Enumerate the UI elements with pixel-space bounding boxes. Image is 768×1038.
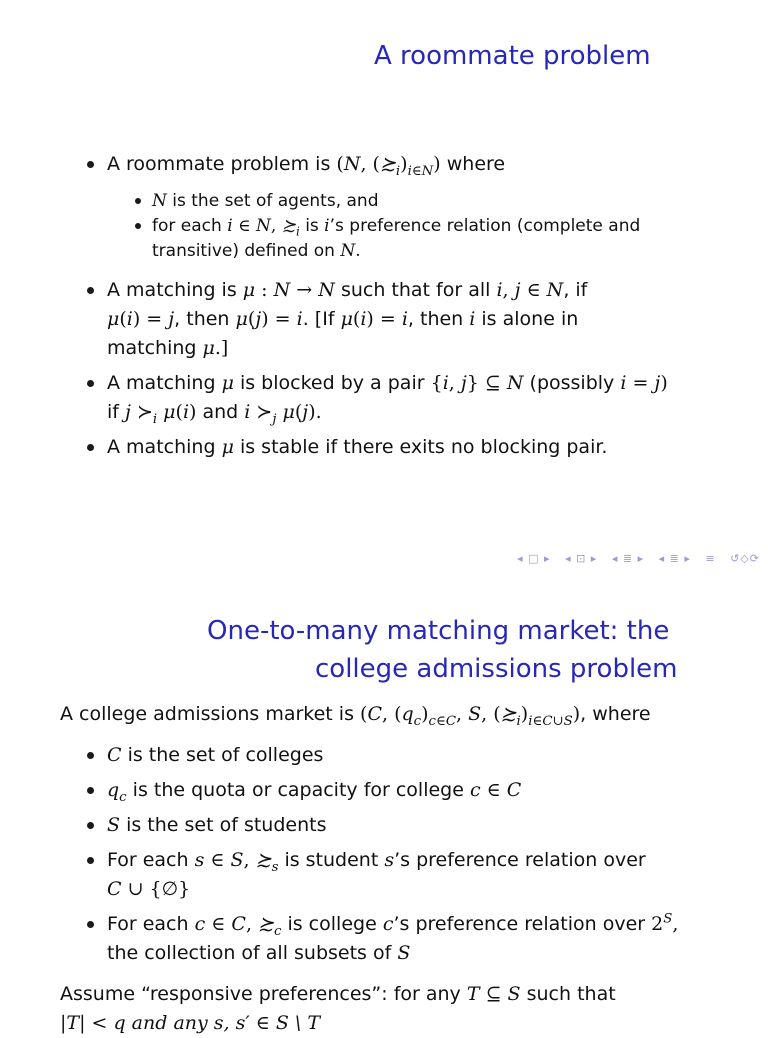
math-power-set: $2^S$, <box>651 911 679 935</box>
math-S: S <box>107 814 121 836</box>
bullet-text: is student <box>284 849 379 871</box>
assumption-text: such that <box>526 983 616 1005</box>
math-mu: μ <box>221 372 234 394</box>
bullet-students <box>107 811 326 840</box>
math-c-in-C: c ∈ C <box>469 779 522 801</box>
bullet-blocking-pair <box>107 369 668 398</box>
bullet-college-preference-line2 <box>107 939 410 968</box>
math-market-tuple: (C, $(q_c)_{c\in C}$, S, $(≿_i)_{i\in C\cup S}$) <box>360 703 581 729</box>
bullet-text: is the set of students <box>126 814 327 836</box>
bullet-roommate-definition <box>107 150 505 179</box>
bullet-text: is the set of colleges <box>127 744 324 766</box>
math-C-union-empty: C ∪ {∅} <box>107 878 191 900</box>
subbullet-agents <box>152 189 379 214</box>
math-mu-i-i: μ(i) = i <box>340 308 408 330</box>
subbullet-preference <box>152 214 640 239</box>
bullet-college-preference <box>107 910 678 939</box>
math-qc: $q_c$ <box>107 779 127 805</box>
bullet-dot <box>87 921 94 928</box>
bullet-text: is stable if there exits no blocking pair. <box>239 436 608 458</box>
bullet-text: such that for all <box>340 279 491 301</box>
math-N: N <box>152 191 167 211</box>
nav-subsubsection-icon[interactable]: ◂ ≣ ▸ <box>658 552 691 565</box>
math-S: S <box>397 942 411 964</box>
bullet-dot <box>87 287 94 294</box>
math-mu-map: μ : N → N <box>242 279 335 301</box>
bullet-dot <box>87 822 94 829</box>
math-mu-i-j: μ(i) = j <box>107 308 175 330</box>
responsive-preferences-assumption <box>60 980 616 1009</box>
beamer-navigation-bar <box>507 552 760 565</box>
subbullet-preference-cont <box>152 239 361 264</box>
nav-search-icon[interactable]: ↺◇⟳ <box>730 552 760 565</box>
math-i-in-N: i ∈ N, $≿_i$ <box>227 216 300 239</box>
math-c-in-C: c ∈ C, $≿_c$ <box>194 913 282 939</box>
bullet-matching-line2 <box>107 305 578 334</box>
bullet-colleges <box>107 741 323 770</box>
math-i: i <box>318 216 330 236</box>
bullet-student-preference-line2 <box>107 875 190 904</box>
math-mu: μ.] <box>202 337 229 359</box>
math-i: i <box>469 308 476 330</box>
college-market-intro <box>60 700 651 729</box>
bullet-text: . [If <box>302 308 335 330</box>
math-C: C <box>107 744 122 766</box>
math-s-in-S: s ∈ S, $≿_s$ <box>194 849 279 875</box>
math-c: c <box>382 913 394 935</box>
math-tuple: (N, $(≿_i)_{i\in N}$) <box>336 153 441 179</box>
bullet-dot <box>87 380 94 387</box>
slide-title-line1: One-to-many matching market: the <box>207 616 670 646</box>
assumption-cut-line: |T| < q and any s, s′ ∈ S \ T <box>60 1012 320 1034</box>
assumption-text: Assume “responsive preferences”: for any <box>60 983 461 1005</box>
subbullet-text: transitive) defined on <box>152 241 335 261</box>
math-ij-in-N: i, j ∈ N <box>496 279 564 301</box>
slide-title-line2: college admissions problem <box>315 654 678 684</box>
bullet-text: if <box>107 401 119 423</box>
bullet-text: ’s preference relation over <box>394 849 646 871</box>
subbullet-text: ’s preference relation (complete and <box>329 216 641 236</box>
math-mu: μ <box>221 436 234 458</box>
math-i-eq-j: i = j) <box>620 372 668 394</box>
bullet-text: matching <box>107 337 197 359</box>
math-s: s <box>384 849 395 871</box>
bullet-text: is alone in <box>481 308 579 330</box>
bullet-text: A matching <box>107 372 216 394</box>
bullet-text: , if <box>563 279 588 301</box>
slide-college-admissions <box>0 580 768 1034</box>
bullet-student-preference <box>107 846 646 875</box>
bullet-text: A roommate problem is <box>107 153 331 175</box>
intro-text: A college admissions market is <box>60 703 354 725</box>
slide-title: A roommate problem <box>374 41 651 71</box>
bullet-text: is the quota or capacity for college <box>132 779 464 801</box>
bullet-text: A matching <box>107 436 216 458</box>
intro-text-where: , where <box>580 703 651 725</box>
subbullet-text: is the set of agents, and <box>172 191 379 211</box>
math-mu-j-i: μ(j) = i <box>235 308 303 330</box>
bullet-text-where: where <box>446 153 506 175</box>
bullet-text: For each <box>107 913 189 935</box>
nav-align-icon[interactable]: ≡ <box>705 552 716 565</box>
bullet-dot <box>87 161 94 168</box>
bullet-stable <box>107 433 607 462</box>
bullet-text: , then <box>174 308 230 330</box>
bullet-text: is blocked by a pair <box>239 372 425 394</box>
nav-section-icon[interactable]: ◂ ≣ ▸ <box>611 552 645 565</box>
bullet-text: , then <box>407 308 464 330</box>
bullet-dot <box>135 223 141 229</box>
bullet-matching-definition <box>107 276 587 305</box>
bullet-text: is college <box>287 913 377 935</box>
math-pair-subset: {i, j} ⊆ N <box>430 372 524 394</box>
bullet-text: For each <box>107 849 189 871</box>
bullet-matching-line3 <box>107 334 228 363</box>
nav-subsection-icon[interactable]: ◂ ⊡ ▸ <box>565 552 598 565</box>
nav-frame-icon[interactable]: ◂ □ ▸ <box>517 552 551 565</box>
math-j-pref-mu-i: j $≻_i$ μ(i) <box>125 401 197 427</box>
math-T-subset-S: T ⊆ S <box>466 983 521 1005</box>
bullet-dot <box>135 198 141 204</box>
subbullet-text: is <box>305 216 319 236</box>
bullet-text: ’s preference relation over <box>393 913 646 935</box>
math-i-pref-mu-j: i $≻_j$ μ(j). <box>244 401 322 427</box>
bullet-text: A matching is <box>107 279 237 301</box>
bullet-dot <box>87 444 94 451</box>
math-N: N. <box>340 241 361 261</box>
bullet-dot <box>87 787 94 794</box>
bullet-text: and <box>202 401 239 423</box>
bullet-text: (possibly <box>529 372 615 394</box>
bullet-dot <box>87 857 94 864</box>
bullet-dot <box>87 752 94 759</box>
bullet-blocking-line2 <box>107 398 322 427</box>
bullet-quota <box>107 776 521 805</box>
bullet-text: the collection of all subsets of <box>107 942 392 964</box>
subbullet-text: for each <box>152 216 222 236</box>
